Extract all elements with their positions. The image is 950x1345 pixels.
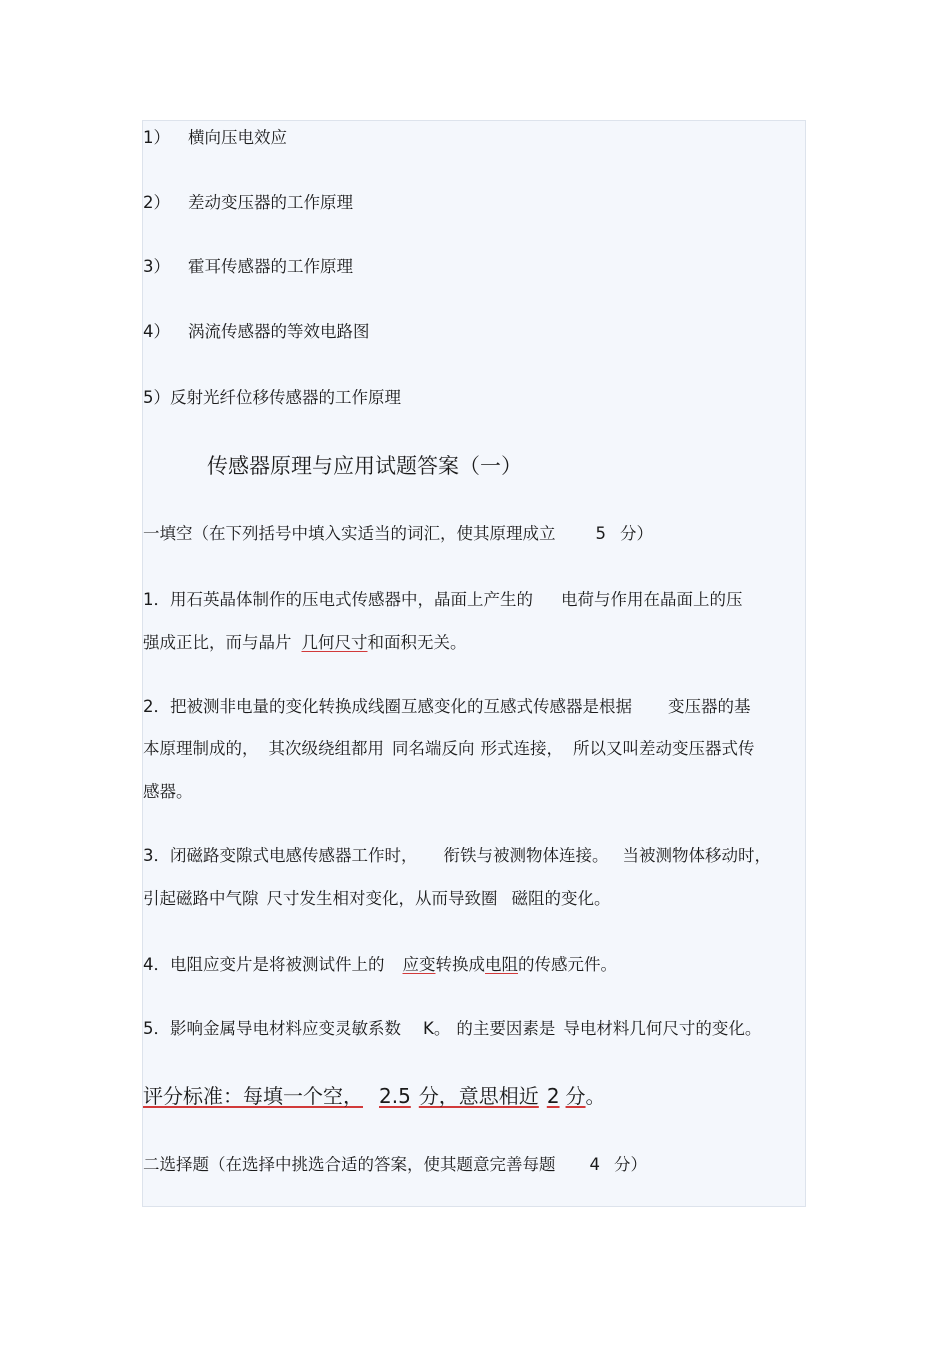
question-1-line-1: 1．用石英晶体制作的压电式传感器中，晶面上产生的 电荷与作用在晶面上的压 <box>143 590 743 609</box>
page-title: 传感器原理与应用试题答案（一） <box>207 454 522 478</box>
list-item: 1） 横向压电效应 <box>143 128 287 147</box>
scoring-criteria: 评分标准：每填一个空， 2.5 分，意思相近 2 分。 <box>143 1084 606 1108</box>
question-1-line-2: 强成正比，而与晶片 几何尺寸和面积无关。 <box>143 633 467 652</box>
list-item: 3） 霍耳传感器的工作原理 <box>143 257 353 276</box>
question-2-line-1: 2．把被测非电量的变化转换成线圈互感变化的互感式传感器是根据 变压器的基 <box>143 697 751 716</box>
list-item: 2） 差动变压器的工作原理 <box>143 193 353 212</box>
list-item: 4） 涡流传感器的等效电路图 <box>143 322 370 341</box>
question-5: 5．影响金属导电材料应变灵敏系数 K。 的主要因素是 导电材料几何尺寸的变化。 <box>143 1019 762 1038</box>
answer-blank: 几何尺寸 <box>301 633 368 652</box>
answer-blank: 电荷 <box>561 590 594 609</box>
answer-blank: 变压器 <box>668 697 718 716</box>
question-3-line-2: 引起磁路中气隙 尺寸发生相对变化，从而导致圈 磁阻的变化。 <box>143 889 611 908</box>
question-3-line-1: 3．闭磁路变隙式电感传感器工作时， 衔铁与被测物体连接。 当被测物体移动时， <box>143 846 771 865</box>
answer-blank: 尺寸发生相对变化，从而导致圈 <box>266 889 498 908</box>
document-panel <box>142 120 806 1207</box>
question-2-line-3: 感器。 <box>143 782 193 801</box>
answer-blank: 同名端反向 <box>392 739 475 758</box>
answer-blank: 衔铁与被测物体连接。 <box>443 846 609 865</box>
answer-blank: 电阻 <box>485 955 518 974</box>
section-title-fill-in: 一填空（在下列括号中填入实适当的词汇，使其原理成立 5 分） <box>143 524 653 543</box>
question-4: 4．电阻应变片是将被测试件上的 应变转换成电阻的传感元件。 <box>143 955 617 974</box>
list-item: 5）反射光纤位移传感器的工作原理 <box>143 388 401 407</box>
answer-blank: 导电材料几何尺寸的变化。 <box>563 1019 762 1038</box>
section-title-multiple-choice: 二选择题（在选择中挑选合适的答案，使其题意完善每题 4 分） <box>143 1155 647 1174</box>
question-2-line-2: 本原理制成的， 其次级绕组都用 同名端反向 形式连接， 所以又叫差动变压器式传 <box>143 739 755 758</box>
answer-blank: 应变 <box>402 955 436 974</box>
